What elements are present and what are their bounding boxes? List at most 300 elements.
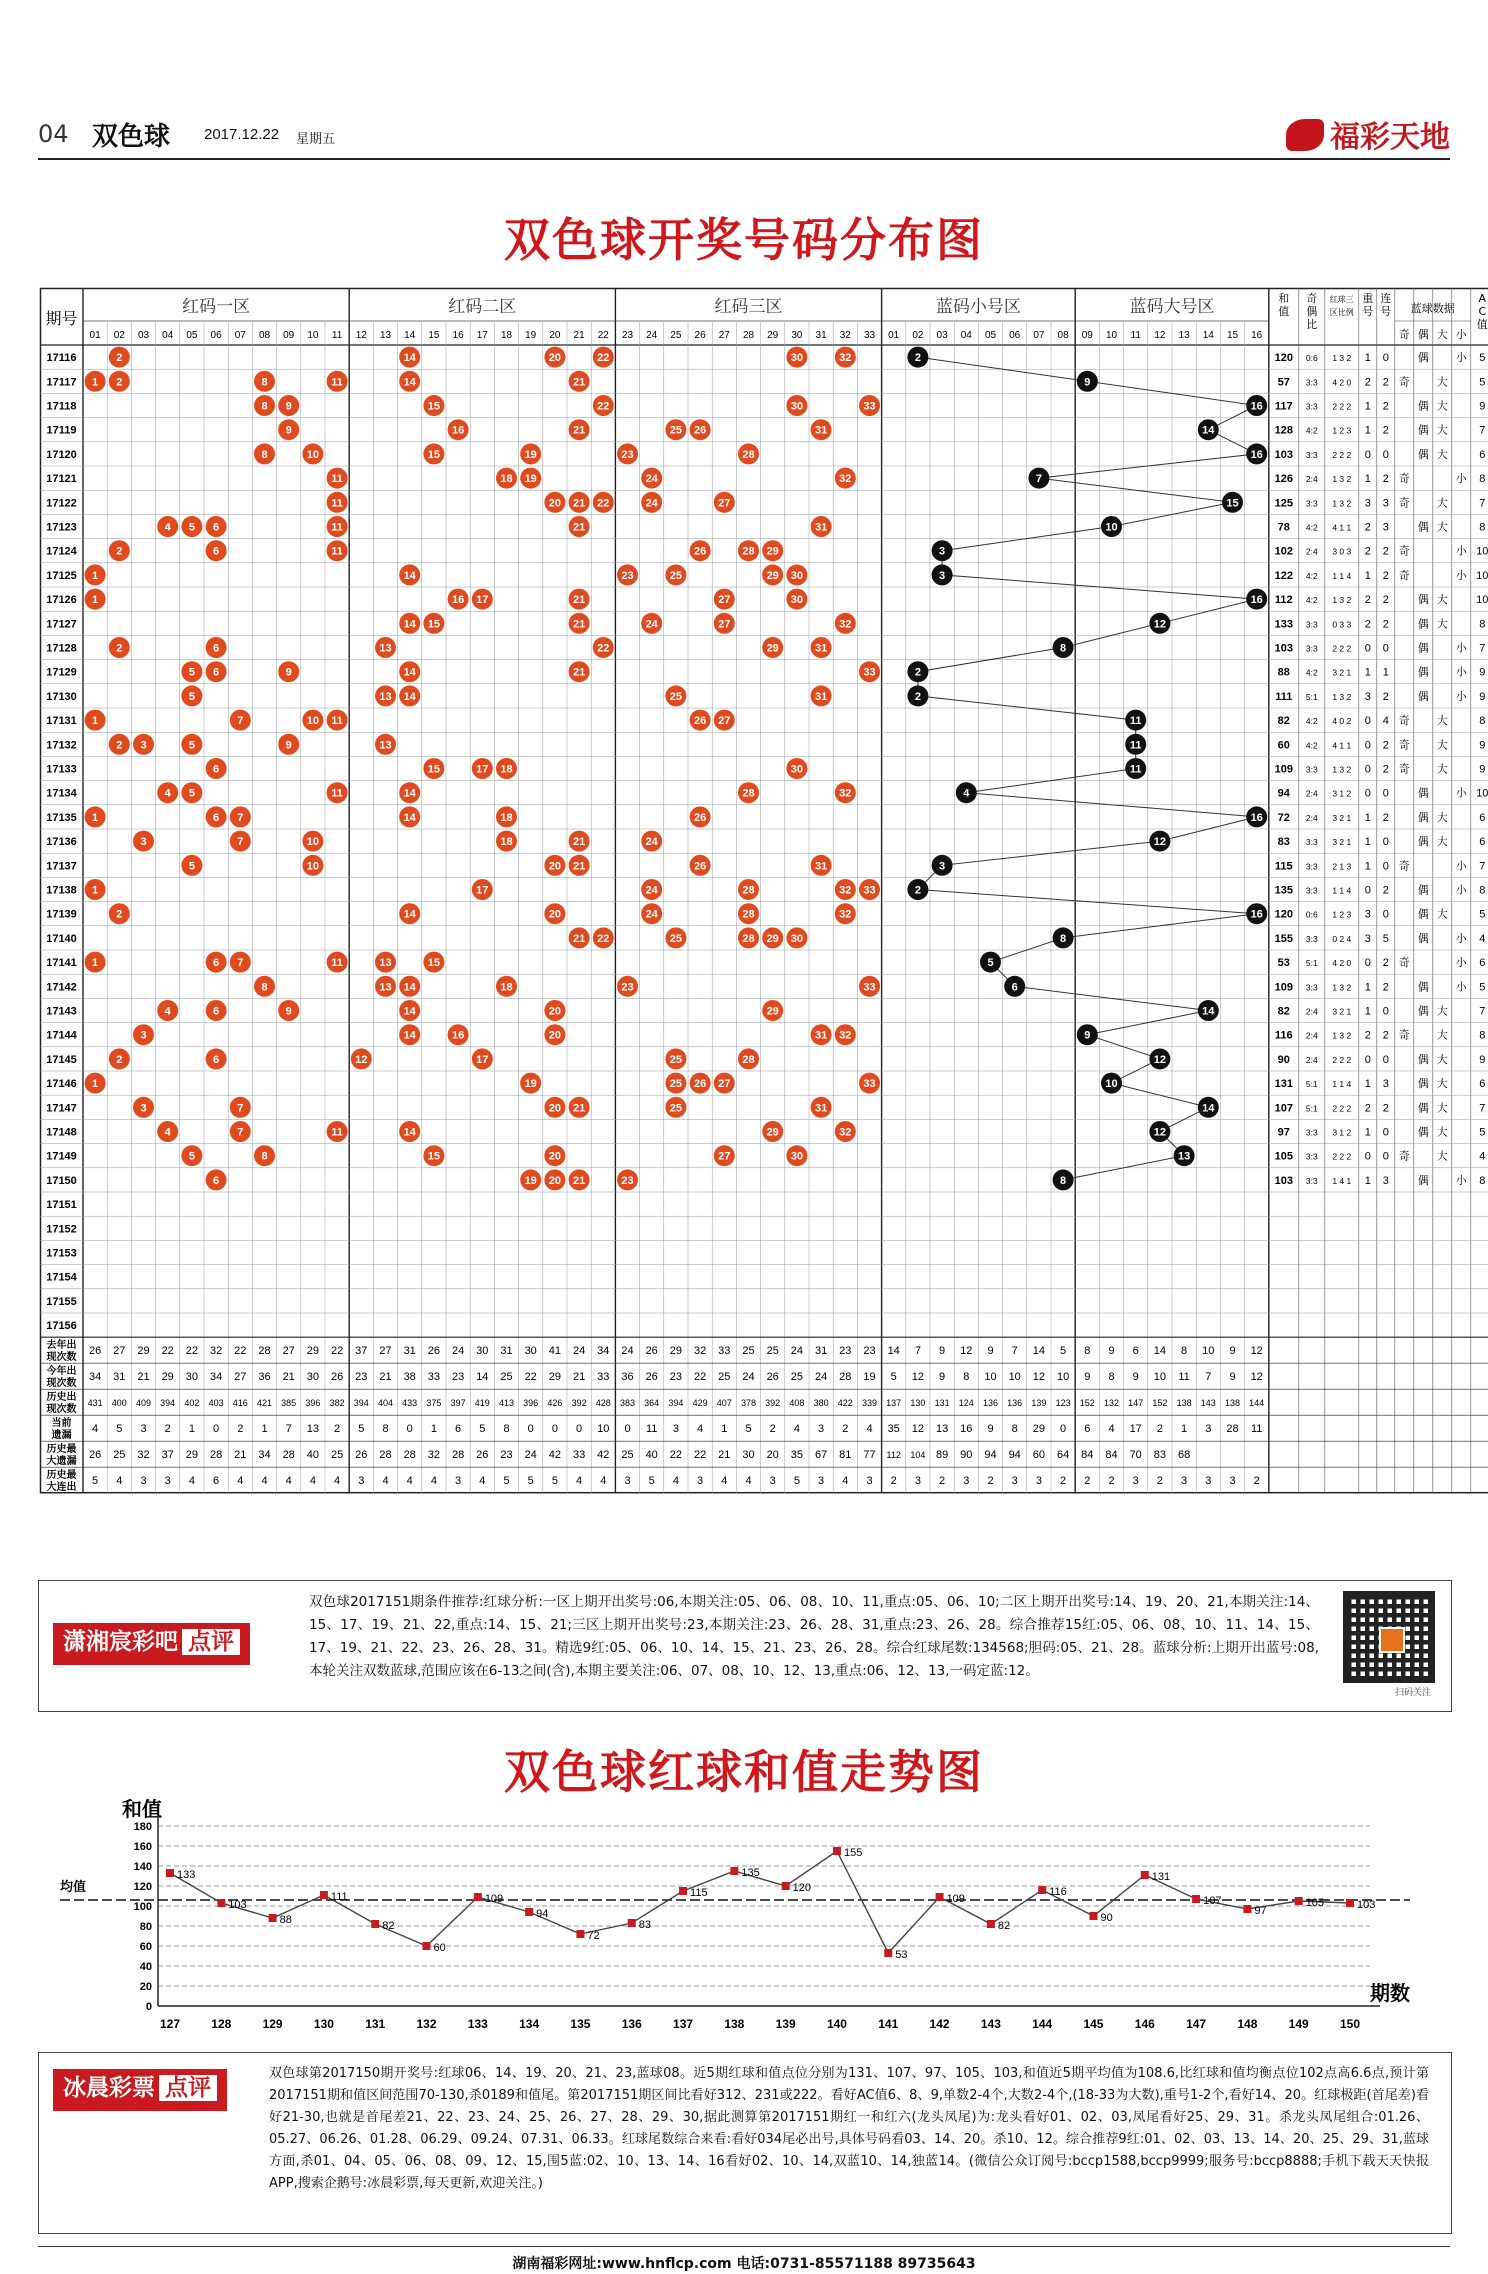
side-column-header: 比 xyxy=(1306,318,1318,331)
side-stat-value: 小 xyxy=(1455,981,1467,994)
red-ball-number: 25 xyxy=(669,690,683,703)
stat-value: 10 xyxy=(984,1371,997,1384)
stat-value: 27 xyxy=(234,1371,247,1384)
red-ball-number: 6 xyxy=(213,1174,220,1187)
stat-value: 422 xyxy=(837,1398,853,1409)
stat-value: 0 xyxy=(576,1423,583,1436)
zone-label: 蓝码小号区 xyxy=(935,297,1021,317)
stat-value: 33 xyxy=(427,1371,441,1384)
red-ball-number: 15 xyxy=(427,1150,441,1163)
red-ball-number: 26 xyxy=(693,1078,707,1091)
stat-value: 8 xyxy=(1108,1371,1115,1384)
trend-x-tick: 144 xyxy=(1032,2017,1053,2031)
stat-row-label: 今年出 xyxy=(46,1366,77,1378)
stat-value: 5 xyxy=(527,1475,534,1488)
stat-value: 10 xyxy=(1008,1371,1021,1384)
trend-data-label: 60 xyxy=(433,1942,446,1954)
red-ball-number: 6 xyxy=(213,1005,220,1018)
stat-value: 30 xyxy=(524,1345,537,1358)
stat-value: 2 xyxy=(334,1423,341,1436)
stat-value: 23 xyxy=(669,1371,683,1384)
side-stat-value: 偶 xyxy=(1417,424,1429,437)
stat-value: 419 xyxy=(474,1398,490,1409)
trend-data-label: 97 xyxy=(1254,1905,1267,1917)
trend-y-tick: 40 xyxy=(139,1961,152,1973)
stat-value: 23 xyxy=(839,1345,852,1358)
stat-row-label: 历史出 xyxy=(46,1392,77,1404)
stat-value: 152 xyxy=(1152,1398,1168,1409)
stat-value: 10 xyxy=(597,1423,610,1436)
trend-data-label: 111 xyxy=(330,1891,348,1903)
side-stat-value: 78 xyxy=(1277,521,1290,534)
red-ball-number: 32 xyxy=(839,908,852,921)
red-ball-number: 5 xyxy=(188,690,195,703)
red-ball-number: 24 xyxy=(645,618,658,631)
red-ball-number: 17 xyxy=(476,763,489,776)
red-ball-number: 21 xyxy=(572,836,586,849)
side-stat-value: 2 xyxy=(1382,545,1389,558)
red-ball-number: 20 xyxy=(548,352,562,365)
side-stat-value: 10 xyxy=(1476,594,1488,607)
side-stat-value: 0 xyxy=(1364,763,1371,776)
red-column-header: 01 xyxy=(89,330,101,341)
stat-value: 4 xyxy=(261,1475,268,1488)
stat-row-label: 遗漏 xyxy=(51,1430,72,1442)
stat-value: 3 xyxy=(140,1475,147,1488)
trend-x-tick: 140 xyxy=(826,2017,847,2031)
side-stat-value: 109 xyxy=(1274,981,1293,994)
red-ball-number: 8 xyxy=(261,400,268,413)
stat-value: 4 xyxy=(745,1475,752,1488)
stat-value: 21 xyxy=(137,1371,150,1384)
red-ball-number: 32 xyxy=(839,352,852,365)
red-ball-number: 2 xyxy=(116,908,123,921)
red-column-header: 17 xyxy=(476,330,488,341)
side-stat-value: 3 2 1 xyxy=(1332,1006,1352,1017)
stat-value: 83 xyxy=(1153,1449,1167,1462)
stat-value: 402 xyxy=(184,1398,200,1409)
side-column-header: 重 xyxy=(1362,292,1374,305)
side-stat-value: 6 xyxy=(1479,448,1486,461)
stat-value: 380 xyxy=(813,1398,829,1409)
red-ball-number: 13 xyxy=(379,957,392,970)
stat-value: 29 xyxy=(137,1345,150,1358)
side-stat-value: 0 xyxy=(1364,1053,1371,1066)
side-stat-value: 大 xyxy=(1436,448,1448,461)
red-ball-number: 14 xyxy=(403,787,416,800)
side-stat-value: 7 xyxy=(1479,642,1486,655)
side-stat-value: 偶 xyxy=(1417,811,1429,824)
stat-value: 9 xyxy=(939,1345,946,1358)
side-stat-value: 0:6 xyxy=(1305,909,1318,920)
stat-value: 138 xyxy=(1224,1398,1241,1409)
side-stat-value: 0 2 4 xyxy=(1332,933,1352,944)
red-ball-number: 11 xyxy=(331,521,343,534)
side-stat-value: 3:3 xyxy=(1305,449,1318,460)
red-ball-number: 15 xyxy=(427,400,441,413)
red-ball-number: 1 xyxy=(92,957,99,970)
side-stat-value: 偶 xyxy=(1417,666,1429,679)
blue-ball-number: 12 xyxy=(1153,618,1167,631)
side-stat-value: 3:3 xyxy=(1305,1151,1318,1162)
side-stat-value: 2 2 2 xyxy=(1332,1054,1352,1065)
stat-row-label: 历史最 xyxy=(46,1470,77,1482)
stat-value: 4 xyxy=(382,1475,389,1488)
red-ball-number: 28 xyxy=(742,1053,755,1066)
stat-value: 404 xyxy=(377,1398,394,1409)
issue-date: 2017.12.22 xyxy=(204,126,280,143)
red-ball-number: 29 xyxy=(766,1126,779,1139)
side-stat-value: 5 xyxy=(1479,981,1486,994)
side-stat-value: 偶 xyxy=(1417,787,1429,800)
qr-logo-icon xyxy=(1379,1627,1405,1653)
red-column-header: 31 xyxy=(815,330,827,341)
side-column-header: 红球三 xyxy=(1329,295,1354,304)
side-stat-value: 1 2 3 xyxy=(1332,425,1352,436)
red-ball-number: 14 xyxy=(403,569,416,582)
red-ball-number: 1 xyxy=(92,594,99,607)
period-label: 17127 xyxy=(46,618,77,631)
side-stat-value: 3:3 xyxy=(1305,377,1318,388)
stat-value: 3 xyxy=(769,1475,776,1488)
red-ball-number: 30 xyxy=(790,594,804,607)
stat-value: 3 xyxy=(963,1475,970,1488)
stat-value: 23 xyxy=(863,1345,876,1358)
stat-value: 428 xyxy=(595,1398,611,1409)
side-stat-value: 4 xyxy=(1479,932,1486,945)
period-label: 17137 xyxy=(46,860,77,873)
side-stat-value: 2:4 xyxy=(1305,1054,1318,1065)
stat-value: 34 xyxy=(258,1449,271,1462)
stat-value: 22 xyxy=(693,1449,707,1462)
red-ball-number: 21 xyxy=(572,594,586,607)
side-stat-value: 2 xyxy=(1382,981,1389,994)
red-ball-number: 5 xyxy=(188,739,195,752)
side-stat-value: 1 3 2 xyxy=(1332,982,1352,993)
red-ball-number: 11 xyxy=(331,957,343,970)
red-ball-number: 21 xyxy=(572,1174,586,1187)
side-stat-value: 53 xyxy=(1277,957,1290,970)
side-stat-value: 大 xyxy=(1436,1053,1448,1066)
trend-data-label: 72 xyxy=(587,1930,600,1942)
red-ball-number: 33 xyxy=(863,981,876,994)
red-ball-number: 4 xyxy=(164,787,171,800)
stat-value: 68 xyxy=(1177,1449,1191,1462)
red-ball-number: 24 xyxy=(645,836,658,849)
red-column-header: 15 xyxy=(428,330,440,341)
stat-value: 22 xyxy=(185,1345,199,1358)
red-ball-number: 22 xyxy=(597,932,610,945)
red-ball-number: 2 xyxy=(116,1053,123,1066)
red-ball-number: 19 xyxy=(524,1078,537,1091)
red-ball-number: 21 xyxy=(572,376,586,389)
red-ball-number: 12 xyxy=(355,1053,368,1066)
stat-value: 394 xyxy=(668,1398,684,1409)
red-ball-number: 33 xyxy=(863,400,876,413)
side-stat-value: 3 xyxy=(1364,690,1371,703)
red-ball-number: 14 xyxy=(403,1126,416,1139)
red-ball-number: 30 xyxy=(790,763,804,776)
side-stat-value: 9 xyxy=(1479,763,1486,776)
side-stat-value: 0 xyxy=(1382,836,1389,849)
red-ball-number: 8 xyxy=(261,981,268,994)
red-ball-number: 23 xyxy=(621,981,634,994)
red-column-header: 24 xyxy=(646,330,658,341)
stat-value: 385 xyxy=(281,1398,297,1409)
side-stat-value: 122 xyxy=(1274,569,1293,582)
trend-x-tick: 149 xyxy=(1288,2017,1309,2031)
side-column-header: 奇 xyxy=(1398,328,1410,341)
stat-value: 36 xyxy=(621,1371,634,1384)
side-stat-value: 小 xyxy=(1455,884,1467,897)
period-label: 17125 xyxy=(46,569,77,582)
side-stat-value: 131 xyxy=(1274,1078,1293,1091)
red-ball-number: 21 xyxy=(572,521,586,534)
side-column-header: 号 xyxy=(1362,305,1374,318)
trend-point xyxy=(936,1893,944,1901)
stat-value: 8 xyxy=(963,1371,970,1384)
trend-x-tick: 127 xyxy=(159,2017,181,2031)
red-ball-number: 22 xyxy=(597,352,610,365)
red-ball-number: 3 xyxy=(140,1029,147,1042)
stat-value: 24 xyxy=(742,1371,755,1384)
period-label: 17118 xyxy=(46,400,77,413)
comment-tag xyxy=(53,1623,250,1665)
stat-value: 7 xyxy=(914,1345,921,1358)
stat-value: 11 xyxy=(645,1423,658,1436)
stat-value: 84 xyxy=(1105,1449,1118,1462)
side-stat-value: 大 xyxy=(1436,1126,1448,1139)
red-column-header: 08 xyxy=(258,330,271,341)
side-stat-value: 3 xyxy=(1364,908,1371,921)
stat-row-label: 去年出 xyxy=(46,1340,77,1352)
stat-value: 3 xyxy=(1181,1475,1188,1488)
red-column-header: 29 xyxy=(767,330,779,341)
stat-value: 4 xyxy=(721,1475,728,1488)
red-ball-number: 33 xyxy=(863,666,876,679)
stat-value: 38 xyxy=(403,1371,416,1384)
stat-value: 24 xyxy=(572,1345,586,1358)
stat-value: 28 xyxy=(403,1449,416,1462)
stat-value: 32 xyxy=(209,1345,223,1358)
stat-value: 77 xyxy=(863,1449,876,1462)
red-ball-number: 1 xyxy=(92,569,99,582)
red-ball-number: 13 xyxy=(379,739,392,752)
stat-value: 25 xyxy=(113,1449,126,1462)
period-label: 17153 xyxy=(46,1247,77,1260)
stat-value: 136 xyxy=(1007,1398,1023,1409)
red-ball-number: 7 xyxy=(237,957,244,970)
side-stat-value: 2 2 2 xyxy=(1332,1103,1352,1114)
stat-value: 25 xyxy=(790,1371,804,1384)
stat-value: 2 xyxy=(769,1423,776,1436)
blue-ball-number: 13 xyxy=(1177,1150,1191,1163)
stat-value: 8 xyxy=(1011,1423,1018,1436)
trend-x-tick: 134 xyxy=(519,2017,540,2031)
red-ball-number: 2 xyxy=(116,376,123,389)
side-stat-value: 120 xyxy=(1274,908,1293,921)
side-stat-value: 3 1 2 xyxy=(1332,1127,1352,1138)
stat-value: 23 xyxy=(355,1371,368,1384)
red-column-header: 03 xyxy=(137,330,150,341)
stat-value: 42 xyxy=(548,1449,562,1462)
side-stat-value: 偶 xyxy=(1417,884,1429,897)
side-stat-value: 2 xyxy=(1382,811,1389,824)
red-ball-number: 17 xyxy=(476,884,489,897)
red-column-header: 21 xyxy=(573,330,585,341)
red-ball-number: 2 xyxy=(116,545,123,558)
stat-row-label: 历史最 xyxy=(46,1444,77,1456)
stat-value: 4 xyxy=(672,1475,679,1488)
side-stat-value: 10 xyxy=(1476,787,1488,800)
blue-ball-number: 11 xyxy=(1129,739,1142,752)
issue-weekday: 星期五 xyxy=(296,132,336,147)
side-stat-value: 大 xyxy=(1436,1078,1448,1091)
side-stat-value: 2:4 xyxy=(1305,1030,1318,1041)
side-stat-value: 3 xyxy=(1382,497,1389,510)
side-stat-value: 2 xyxy=(1382,884,1389,897)
red-ball-number: 9 xyxy=(285,400,292,413)
side-stat-value: 大 xyxy=(1436,376,1448,389)
stat-value: 29 xyxy=(669,1345,683,1358)
period-label: 17133 xyxy=(46,763,77,776)
stat-value: 21 xyxy=(718,1449,731,1462)
red-ball-number: 24 xyxy=(645,908,658,921)
side-stat-value: 2 xyxy=(1382,424,1389,437)
blue-ball-number: 10 xyxy=(1105,521,1118,534)
stat-value: 433 xyxy=(402,1398,418,1409)
side-stat-value: 5 xyxy=(1479,1126,1486,1139)
stat-value: 70 xyxy=(1129,1449,1142,1462)
stat-value: 2 xyxy=(1156,1423,1163,1436)
side-stat-value: 2 2 2 xyxy=(1332,401,1352,412)
side-stat-value: 128 xyxy=(1274,424,1293,437)
page-footer: 湖南福彩网址:www.hnflcp.com 电话:0731-85571188 89735643 xyxy=(38,2246,1450,2273)
stat-value: 3 xyxy=(914,1475,921,1488)
trend-x-tick: 145 xyxy=(1083,2017,1104,2031)
stat-value: 67 xyxy=(814,1449,828,1462)
side-stat-value: 0 3 3 xyxy=(1332,619,1352,630)
stat-value: 0 xyxy=(1060,1423,1067,1436)
side-stat-value: 1 3 2 xyxy=(1332,498,1352,509)
blue-ball-number: 2 xyxy=(914,352,921,365)
stat-value: 21 xyxy=(379,1371,392,1384)
side-stat-value: 3 2 1 xyxy=(1332,837,1352,848)
side-stat-value: 2 2 2 xyxy=(1332,449,1352,460)
side-stat-value: 2 xyxy=(1382,690,1389,703)
stat-value: 3 xyxy=(818,1475,825,1488)
side-column-header: 偶 xyxy=(1306,305,1318,318)
stat-value: 4 xyxy=(1108,1423,1115,1436)
red-column-header: 13 xyxy=(379,330,392,341)
stat-value: 33 xyxy=(718,1345,731,1358)
side-stat-value: 7 xyxy=(1479,424,1486,437)
stat-value: 9 xyxy=(1229,1371,1236,1384)
blue-ball-number: 11 xyxy=(1129,763,1142,776)
blue-ball-number: 16 xyxy=(1250,594,1263,607)
side-stat-value: 1 xyxy=(1364,1078,1371,1091)
side-stat-value: 偶 xyxy=(1417,1005,1429,1018)
stat-value: 21 xyxy=(282,1371,295,1384)
red-ball-number: 22 xyxy=(597,400,610,413)
stat-value: 4 xyxy=(309,1475,316,1488)
distribution-title: 双色球开奖号码分布图 xyxy=(504,213,984,267)
stat-row-label: 现次数 xyxy=(46,1352,77,1364)
blue-ball-number: 2 xyxy=(914,690,921,703)
blue-ball-number: 6 xyxy=(1011,981,1018,994)
stat-value: 34 xyxy=(209,1371,223,1384)
stat-value: 4 xyxy=(188,1475,195,1488)
red-ball-number: 21 xyxy=(572,497,586,510)
stat-value: 382 xyxy=(329,1398,345,1409)
trend-point xyxy=(1038,1886,1046,1894)
stat-value: 5 xyxy=(745,1423,752,1436)
stat-row-label: 现次数 xyxy=(46,1378,77,1390)
comment-box-xiaoxiang xyxy=(38,1580,1452,1712)
stat-value: 8 xyxy=(1084,1345,1091,1358)
side-stat-value: 3:3 xyxy=(1305,1175,1318,1186)
red-ball-number: 23 xyxy=(621,569,634,582)
red-ball-number: 6 xyxy=(213,811,220,824)
period-label: 17123 xyxy=(46,521,77,534)
side-stat-value: 0 xyxy=(1364,448,1371,461)
stat-value: 147 xyxy=(1128,1398,1144,1409)
stat-value: 34 xyxy=(88,1371,102,1384)
red-ball-number: 17 xyxy=(476,1053,489,1066)
blue-ball-number: 3 xyxy=(939,860,946,873)
red-ball-number: 1 xyxy=(92,1078,99,1091)
stat-value: 392 xyxy=(765,1398,781,1409)
stat-value: 9 xyxy=(1084,1371,1091,1384)
side-stat-value: 0 xyxy=(1364,787,1371,800)
stat-value: 0 xyxy=(527,1423,534,1436)
side-column-header: 奇 xyxy=(1306,292,1318,305)
comment-text: 双色球第2017150期开奖号:红球06、14、19、20、21、23,蓝球08。近5期红球和值点位分别为131、107、97、105、103,和值近5期平均值为108.6,比红球和值均衡点位102点高6.6点,预计第2017151期和值区间范围70-130,杀0189和值尾。第2017151期区间比看好312、231或222。看好AC值6、8、9,单数2-4个,大数2-4个,(18-33为大数),重号1-2个,看好14、20。红球极距(首尾差)看好21-30,也就是首尾差21、22、23、24、25、26、27、28、29、30,据此测算第2017151期红一和红六(龙头凤尾)为:龙头看好01、02、03,凤尾看好25、29、31。杀龙头凤尾组合:01.26、05.27、06.26、01.28、06.29、09.24、07.31、06.33。红球尾数综合来看:看好034尾必出号,具体号码看03、14、20。杀10、12。综合推荐9红:01、02、03、13、14、20、25、29、31,蓝球方面,杀01、04、05、06、08、09、12、15,围5蓝:02、10、13、14、16看好02、10、14,双蓝10、14,独蓝14。(微信公众订阅号:bccp1588,bccp9999;服务号:bccp8888;手机下载天天快报APP,搜索企鹅号:冰晨彩票,每天更新,欢迎关注。) xyxy=(269,2066,1429,2191)
trend-x-tick: 147 xyxy=(1186,2017,1207,2031)
blue-column-header: 10 xyxy=(1105,330,1118,341)
stat-value: 94 xyxy=(1008,1449,1021,1462)
stat-value: 136 xyxy=(982,1398,999,1409)
stat-value: 37 xyxy=(355,1345,368,1358)
side-stat-value: 3 xyxy=(1364,932,1371,945)
comment-tag-suffix: 点评 xyxy=(182,1629,240,1655)
trend-y-tick: 20 xyxy=(139,1981,152,1993)
stat-value: 11 xyxy=(1178,1371,1190,1384)
red-ball-number: 31 xyxy=(814,860,828,873)
stat-value: 24 xyxy=(621,1345,634,1358)
side-stat-value: 90 xyxy=(1277,1053,1290,1066)
red-ball-number: 14 xyxy=(403,811,416,824)
brand-name: 福彩天地 xyxy=(1330,120,1450,155)
blue-column-header: 15 xyxy=(1226,330,1239,341)
stat-value: 9 xyxy=(987,1345,994,1358)
red-column-header: 04 xyxy=(162,330,174,341)
stat-value: 429 xyxy=(692,1398,708,1409)
side-stat-value: 1 xyxy=(1364,981,1371,994)
stat-value: 28 xyxy=(209,1449,223,1462)
side-stat-value: 0 xyxy=(1382,352,1389,365)
red-ball-number: 19 xyxy=(524,448,537,461)
stat-value: 28 xyxy=(839,1371,852,1384)
red-ball-number: 13 xyxy=(379,642,392,655)
side-stat-value: 3:3 xyxy=(1305,643,1318,654)
side-stat-value: 奇 xyxy=(1398,376,1410,389)
red-ball-number: 11 xyxy=(331,497,343,510)
side-stat-value: 1 1 4 xyxy=(1332,885,1352,896)
red-ball-number: 14 xyxy=(403,352,416,365)
period-label: 17134 xyxy=(46,787,77,800)
red-ball-number: 13 xyxy=(379,690,392,703)
